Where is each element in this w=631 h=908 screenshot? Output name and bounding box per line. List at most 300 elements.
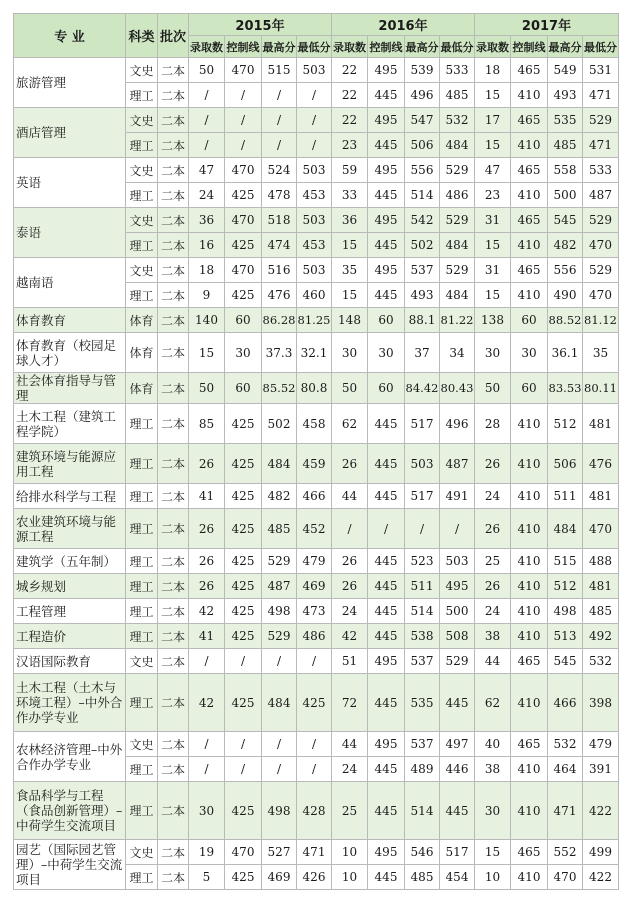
score-cell: 36 xyxy=(189,208,225,233)
batch-cell: 二本 xyxy=(158,484,189,509)
score-cell: / xyxy=(297,108,332,133)
major-name-cell: 泰语 xyxy=(14,208,126,258)
score-cell: / xyxy=(262,83,297,108)
score-cell: 511 xyxy=(548,484,583,509)
score-cell: 26 xyxy=(189,549,225,574)
category-cell: 文史 xyxy=(126,649,158,674)
major-name-cell: 体育教育（校园足球人才） xyxy=(14,333,126,373)
score-cell: 503 xyxy=(297,158,332,183)
score-cell: 88.52 xyxy=(548,308,583,333)
score-cell: 537 xyxy=(405,649,440,674)
score-cell: 460 xyxy=(297,283,332,308)
score-cell: 471 xyxy=(548,782,583,840)
major-name-cell: 酒店管理 xyxy=(14,108,126,158)
score-cell: 529 xyxy=(440,649,475,674)
score-cell: 514 xyxy=(405,782,440,840)
score-cell: 470 xyxy=(583,233,619,258)
score-cell: 495 xyxy=(368,58,405,83)
category-cell: 文史 xyxy=(126,208,158,233)
score-cell: 32.1 xyxy=(297,333,332,373)
table-row xyxy=(14,549,619,574)
score-cell: / xyxy=(262,133,297,158)
score-cell: 426 xyxy=(297,865,332,890)
score-cell: 31 xyxy=(475,208,511,233)
score-cell: 30 xyxy=(511,333,548,373)
score-cell: 445 xyxy=(368,444,405,484)
subheader-admitted: 录取数 xyxy=(189,36,225,58)
score-cell: 495 xyxy=(368,840,405,865)
score-cell: 47 xyxy=(475,158,511,183)
header-year-2016: 2016年 xyxy=(332,14,475,36)
score-cell: 529 xyxy=(440,158,475,183)
score-cell: 498 xyxy=(262,782,297,840)
score-cell: 24 xyxy=(332,757,368,782)
score-cell: 503 xyxy=(297,58,332,83)
score-cell: 428 xyxy=(297,782,332,840)
score-cell: 425 xyxy=(297,674,332,732)
score-cell: 485 xyxy=(262,509,297,549)
score-cell: 471 xyxy=(297,840,332,865)
score-cell: 410 xyxy=(511,509,548,549)
score-cell: 10 xyxy=(475,865,511,890)
table-row xyxy=(14,404,619,444)
score-cell: 15 xyxy=(475,133,511,158)
score-cell: 22 xyxy=(332,108,368,133)
score-cell: 506 xyxy=(548,444,583,484)
major-name-cell: 工程管理 xyxy=(14,599,126,624)
score-cell: 26 xyxy=(189,509,225,549)
score-cell: 15 xyxy=(475,840,511,865)
batch-cell: 二本 xyxy=(158,308,189,333)
category-cell: 文史 xyxy=(126,840,158,865)
score-cell: 445 xyxy=(368,782,405,840)
subheader-lowest: 最低分 xyxy=(583,36,619,58)
score-cell: 484 xyxy=(262,674,297,732)
score-cell: 493 xyxy=(405,283,440,308)
category-cell: 理工 xyxy=(126,674,158,732)
score-cell: 470 xyxy=(225,158,262,183)
batch-cell: 二本 xyxy=(158,133,189,158)
score-cell: 465 xyxy=(511,158,548,183)
score-cell: / xyxy=(225,757,262,782)
score-cell: 425 xyxy=(225,183,262,208)
batch-cell: 二本 xyxy=(158,649,189,674)
batch-cell: 二本 xyxy=(158,283,189,308)
score-cell: 26 xyxy=(332,549,368,574)
major-name-cell: 越南语 xyxy=(14,258,126,308)
major-name-cell: 土木工程（土木与环境工程）–中外合作办学专业 xyxy=(14,674,126,732)
score-cell: / xyxy=(297,757,332,782)
category-cell: 文史 xyxy=(126,158,158,183)
score-cell: 425 xyxy=(225,484,262,509)
score-cell: 452 xyxy=(297,509,332,549)
score-cell: 549 xyxy=(548,58,583,83)
score-cell: 50 xyxy=(189,58,225,83)
score-cell: 60 xyxy=(511,373,548,404)
batch-cell: 二本 xyxy=(158,58,189,83)
score-cell: 425 xyxy=(225,233,262,258)
score-cell: 59 xyxy=(332,158,368,183)
score-cell: 466 xyxy=(548,674,583,732)
score-cell: / xyxy=(262,732,297,757)
score-cell: 492 xyxy=(583,624,619,649)
score-cell: 425 xyxy=(225,782,262,840)
subheader-control-line: 控制线 xyxy=(511,36,548,58)
score-cell: 44 xyxy=(475,649,511,674)
score-cell: 24 xyxy=(332,599,368,624)
score-cell: 34 xyxy=(440,333,475,373)
score-cell: 490 xyxy=(548,283,583,308)
score-cell: 445 xyxy=(368,233,405,258)
score-cell: 465 xyxy=(511,258,548,283)
category-cell: 理工 xyxy=(126,83,158,108)
score-cell: 410 xyxy=(511,133,548,158)
score-cell: 515 xyxy=(262,58,297,83)
score-cell: 454 xyxy=(440,865,475,890)
score-cell: 422 xyxy=(583,782,619,840)
score-cell: 495 xyxy=(368,258,405,283)
score-cell: 50 xyxy=(475,373,511,404)
score-cell: 489 xyxy=(405,757,440,782)
category-cell: 理工 xyxy=(126,484,158,509)
score-cell: 24 xyxy=(475,484,511,509)
score-cell: 515 xyxy=(548,549,583,574)
score-cell: 479 xyxy=(297,549,332,574)
score-cell: 488 xyxy=(583,549,619,574)
score-cell: 410 xyxy=(511,865,548,890)
score-cell: 485 xyxy=(440,83,475,108)
category-cell: 理工 xyxy=(126,549,158,574)
score-cell: 533 xyxy=(583,158,619,183)
score-cell: 15 xyxy=(475,83,511,108)
score-cell: 24 xyxy=(475,599,511,624)
batch-cell: 二本 xyxy=(158,674,189,732)
score-cell: 532 xyxy=(583,649,619,674)
score-cell: 524 xyxy=(262,158,297,183)
score-cell: 25 xyxy=(332,782,368,840)
table-row xyxy=(14,158,619,183)
category-cell: 理工 xyxy=(126,444,158,484)
score-cell: 81.25 xyxy=(297,308,332,333)
batch-cell: 二本 xyxy=(158,782,189,840)
score-cell: 471 xyxy=(583,133,619,158)
major-name-cell: 英语 xyxy=(14,158,126,208)
category-cell: 理工 xyxy=(126,782,158,840)
category-cell: 理工 xyxy=(126,183,158,208)
score-cell: / xyxy=(189,757,225,782)
score-cell: 470 xyxy=(583,283,619,308)
score-cell: 445 xyxy=(368,183,405,208)
batch-cell: 二本 xyxy=(158,333,189,373)
admission-score-table xyxy=(13,13,619,890)
score-cell: 495 xyxy=(440,574,475,599)
score-cell: 410 xyxy=(511,674,548,732)
score-cell: 446 xyxy=(440,757,475,782)
score-cell: 19 xyxy=(189,840,225,865)
score-cell: 410 xyxy=(511,782,548,840)
table-row xyxy=(14,599,619,624)
score-cell: 476 xyxy=(583,444,619,484)
score-cell: 514 xyxy=(405,599,440,624)
subheader-lowest: 最低分 xyxy=(440,36,475,58)
score-cell: 40 xyxy=(475,732,511,757)
batch-cell: 二本 xyxy=(158,83,189,108)
score-cell: 84.42 xyxy=(405,373,440,404)
score-cell: 493 xyxy=(548,83,583,108)
score-cell: 459 xyxy=(297,444,332,484)
category-cell: 理工 xyxy=(126,757,158,782)
score-cell: 473 xyxy=(297,599,332,624)
score-cell: 500 xyxy=(440,599,475,624)
score-cell: 469 xyxy=(262,865,297,890)
score-cell: 523 xyxy=(405,549,440,574)
score-cell: 86.28 xyxy=(262,308,297,333)
score-cell: 140 xyxy=(189,308,225,333)
score-cell: 481 xyxy=(583,574,619,599)
score-cell: 508 xyxy=(440,624,475,649)
score-cell: 495 xyxy=(368,208,405,233)
score-cell: 484 xyxy=(440,133,475,158)
score-cell: / xyxy=(440,509,475,549)
score-cell: 502 xyxy=(262,404,297,444)
score-cell: 15 xyxy=(332,233,368,258)
score-cell: 44 xyxy=(332,732,368,757)
table-row xyxy=(14,333,619,373)
score-cell: 50 xyxy=(189,373,225,404)
table-row xyxy=(14,208,619,233)
score-cell: 481 xyxy=(583,484,619,509)
score-cell: 470 xyxy=(225,258,262,283)
score-cell: 503 xyxy=(405,444,440,484)
score-cell: 503 xyxy=(297,258,332,283)
score-cell: 547 xyxy=(405,108,440,133)
score-cell: 445 xyxy=(368,599,405,624)
score-cell: 470 xyxy=(225,208,262,233)
score-cell: / xyxy=(189,732,225,757)
score-cell: 425 xyxy=(225,599,262,624)
score-cell: 482 xyxy=(548,233,583,258)
subheader-highest: 最高分 xyxy=(405,36,440,58)
score-cell: 25 xyxy=(475,549,511,574)
subheader-highest: 最高分 xyxy=(262,36,297,58)
score-cell: 516 xyxy=(262,258,297,283)
table-row xyxy=(14,782,619,840)
score-cell: 529 xyxy=(262,624,297,649)
category-cell: 理工 xyxy=(126,233,158,258)
score-cell: 535 xyxy=(548,108,583,133)
score-cell: 486 xyxy=(297,624,332,649)
score-cell: 148 xyxy=(332,308,368,333)
score-cell: 26 xyxy=(475,574,511,599)
score-cell: 495 xyxy=(368,649,405,674)
score-cell: 410 xyxy=(511,83,548,108)
score-cell: 445 xyxy=(368,83,405,108)
score-cell: 517 xyxy=(405,484,440,509)
admission-table-wrapper xyxy=(13,13,619,890)
category-cell: 理工 xyxy=(126,574,158,599)
major-name-cell: 给排水科学与工程 xyxy=(14,484,126,509)
score-cell: 535 xyxy=(405,674,440,732)
score-cell: / xyxy=(297,133,332,158)
score-cell: 425 xyxy=(225,674,262,732)
table-row xyxy=(14,444,619,484)
score-cell: 18 xyxy=(189,258,225,283)
score-cell: 517 xyxy=(405,404,440,444)
score-cell: / xyxy=(405,509,440,549)
major-name-cell: 建筑学（五年制） xyxy=(14,549,126,574)
batch-cell: 二本 xyxy=(158,404,189,444)
score-cell: 486 xyxy=(440,183,475,208)
score-cell: 511 xyxy=(405,574,440,599)
score-cell: 80.11 xyxy=(583,373,619,404)
score-cell: 88.1 xyxy=(405,308,440,333)
table-row xyxy=(14,674,619,732)
score-cell: 496 xyxy=(440,404,475,444)
category-cell: 理工 xyxy=(126,509,158,549)
score-cell: 512 xyxy=(548,404,583,444)
score-cell: 17 xyxy=(475,108,511,133)
score-cell: 512 xyxy=(548,574,583,599)
score-cell: 529 xyxy=(262,549,297,574)
score-cell: 22 xyxy=(332,83,368,108)
table-row xyxy=(14,574,619,599)
subheader-admitted: 录取数 xyxy=(332,36,368,58)
score-cell: 60 xyxy=(225,308,262,333)
score-cell: 529 xyxy=(440,258,475,283)
score-cell: 26 xyxy=(475,444,511,484)
score-cell: 542 xyxy=(405,208,440,233)
score-cell: 539 xyxy=(405,58,440,83)
score-cell: 484 xyxy=(440,233,475,258)
table-row xyxy=(14,58,619,83)
score-cell: 410 xyxy=(511,549,548,574)
category-cell: 理工 xyxy=(126,865,158,890)
score-cell: 474 xyxy=(262,233,297,258)
score-cell: 513 xyxy=(548,624,583,649)
score-cell: 506 xyxy=(405,133,440,158)
batch-cell: 二本 xyxy=(158,509,189,549)
score-cell: 35 xyxy=(583,333,619,373)
score-cell: 60 xyxy=(368,373,405,404)
batch-cell: 二本 xyxy=(158,624,189,649)
score-cell: / xyxy=(297,649,332,674)
score-cell: 485 xyxy=(583,599,619,624)
batch-cell: 二本 xyxy=(158,757,189,782)
category-cell: 文史 xyxy=(126,108,158,133)
score-cell: 51 xyxy=(332,649,368,674)
table-row xyxy=(14,373,619,404)
score-cell: / xyxy=(225,732,262,757)
category-cell: 体育 xyxy=(126,308,158,333)
score-cell: 498 xyxy=(548,599,583,624)
score-cell: 445 xyxy=(440,674,475,732)
score-cell: 410 xyxy=(511,599,548,624)
score-cell: 41 xyxy=(189,624,225,649)
category-cell: 理工 xyxy=(126,599,158,624)
batch-cell: 二本 xyxy=(158,599,189,624)
score-cell: 485 xyxy=(405,865,440,890)
score-cell: 391 xyxy=(583,757,619,782)
score-cell: 532 xyxy=(440,108,475,133)
batch-cell: 二本 xyxy=(158,549,189,574)
category-cell: 理工 xyxy=(126,283,158,308)
score-cell: 30 xyxy=(225,333,262,373)
score-cell: 491 xyxy=(440,484,475,509)
score-cell: 445 xyxy=(440,782,475,840)
score-cell: 538 xyxy=(405,624,440,649)
major-name-cell: 社会体育指导与管理 xyxy=(14,373,126,404)
score-cell: 38 xyxy=(475,757,511,782)
score-cell: 10 xyxy=(332,840,368,865)
table-header xyxy=(14,14,619,58)
score-cell: 484 xyxy=(262,444,297,484)
score-cell: 16 xyxy=(189,233,225,258)
score-cell: 42 xyxy=(189,599,225,624)
category-cell: 理工 xyxy=(126,624,158,649)
score-cell: / xyxy=(262,757,297,782)
score-cell: 41 xyxy=(189,484,225,509)
score-cell: 470 xyxy=(225,58,262,83)
score-cell: / xyxy=(225,83,262,108)
score-cell: 482 xyxy=(262,484,297,509)
score-cell: 465 xyxy=(511,840,548,865)
score-cell: / xyxy=(297,83,332,108)
score-cell: 503 xyxy=(440,549,475,574)
header-year-2015: 2015年 xyxy=(189,14,332,36)
major-name-cell: 城乡规划 xyxy=(14,574,126,599)
score-cell: 410 xyxy=(511,444,548,484)
score-cell: / xyxy=(262,108,297,133)
major-name-cell: 食品科学与工程（食品创新管理）–中荷学生交流项目 xyxy=(14,782,126,840)
score-cell: 80.8 xyxy=(297,373,332,404)
score-cell: 50 xyxy=(332,373,368,404)
score-cell: 556 xyxy=(548,258,583,283)
score-cell: 30 xyxy=(475,782,511,840)
score-cell: 410 xyxy=(511,404,548,444)
score-cell: / xyxy=(189,108,225,133)
score-cell: 26 xyxy=(332,574,368,599)
score-cell: 26 xyxy=(189,444,225,484)
score-cell: 517 xyxy=(440,840,475,865)
score-cell: 484 xyxy=(440,283,475,308)
major-name-cell: 农业建筑环境与能源工程 xyxy=(14,509,126,549)
score-cell: 36.1 xyxy=(548,333,583,373)
subheader-control-line: 控制线 xyxy=(225,36,262,58)
major-name-cell: 建筑环境与能源应用工程 xyxy=(14,444,126,484)
score-cell: 410 xyxy=(511,624,548,649)
batch-cell: 二本 xyxy=(158,233,189,258)
score-cell: 465 xyxy=(511,108,548,133)
score-cell: 470 xyxy=(583,509,619,549)
score-cell: 26 xyxy=(189,574,225,599)
score-cell: 445 xyxy=(368,549,405,574)
score-cell: 558 xyxy=(548,158,583,183)
score-cell: 445 xyxy=(368,133,405,158)
batch-cell: 二本 xyxy=(158,373,189,404)
score-cell: 5 xyxy=(189,865,225,890)
score-cell: 503 xyxy=(297,208,332,233)
major-name-cell: 土木工程（建筑工程学院） xyxy=(14,404,126,444)
score-cell: 23 xyxy=(475,183,511,208)
score-cell: 22 xyxy=(332,58,368,83)
score-cell: 445 xyxy=(368,484,405,509)
table-row xyxy=(14,258,619,283)
score-cell: 445 xyxy=(368,574,405,599)
score-cell: 500 xyxy=(548,183,583,208)
score-cell: 545 xyxy=(548,208,583,233)
batch-cell: 二本 xyxy=(158,732,189,757)
score-cell: 425 xyxy=(225,574,262,599)
